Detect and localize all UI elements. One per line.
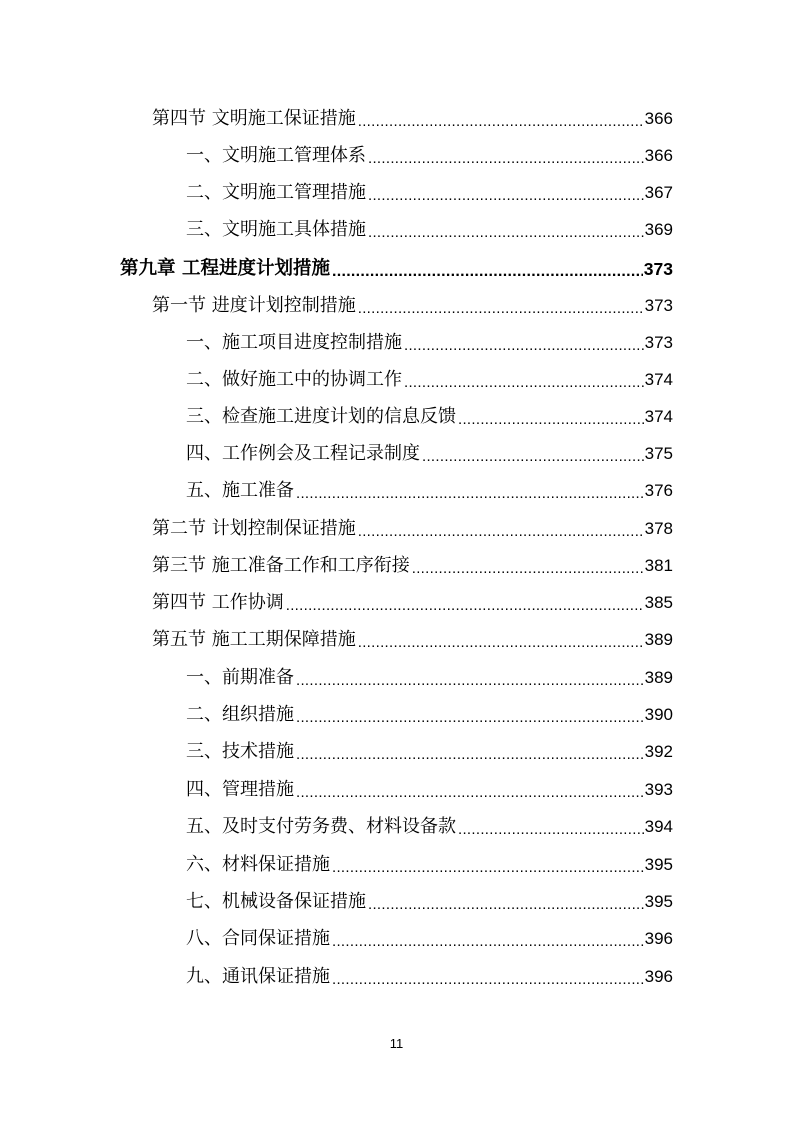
toc-entry-page: 396 [644,967,673,986]
toc-entry[interactable] [186,143,673,169]
toc-entry-page: 389 [644,668,673,687]
toc-entry[interactable] [152,516,673,542]
toc-leader-dots [422,441,644,467]
toc-entry[interactable] [186,665,673,691]
toc-entry-title: 第四节 文明施工保证措施 [152,108,356,129]
toc-entry-title: 三、文明施工具体措施 [186,219,366,240]
toc-leader-dots [404,330,644,356]
toc-entry[interactable] [186,702,673,728]
toc-leader-dots [412,553,644,579]
toc-entry-title: 三、检查施工进度计划的信息反馈 [186,406,456,427]
toc-entry-title: 第一节 进度计划控制措施 [152,295,356,316]
toc-leader-dots [368,143,644,169]
toc-entry[interactable] [186,852,673,878]
toc-entry[interactable] [186,330,673,356]
toc-entry[interactable] [186,217,673,243]
toc-entry-page: 394 [644,817,673,836]
toc-entry-page: 385 [644,593,673,612]
toc-entry-title: 二、组织措施 [186,704,294,725]
toc-entry-title: 二、做好施工中的协调工作 [186,369,402,390]
toc-entry[interactable] [186,404,673,430]
toc-entry-title: 一、文明施工管理体系 [186,145,366,166]
toc-entry[interactable] [186,926,673,952]
toc-entry-page: 366 [644,109,673,128]
toc-leader-dots [368,217,644,243]
toc-entry-title: 五、及时支付劳务费、材料设备款 [186,816,456,837]
toc-entry-title: 五、施工准备 [186,480,294,501]
toc-entry-page: 395 [644,892,673,911]
toc-leader-dots [332,256,643,282]
toc-leader-dots [358,627,644,653]
toc-leader-dots [368,180,644,206]
toc-entry[interactable] [152,627,673,653]
toc-entry-page: 375 [644,444,673,463]
toc-entry[interactable] [186,441,673,467]
toc-entry[interactable] [152,293,673,319]
toc-entry-page: 378 [644,519,673,538]
toc-entry-page: 367 [644,183,673,202]
toc-entry-page: 374 [644,370,673,389]
toc-leader-dots [358,106,644,132]
toc-leader-dots [458,814,644,840]
toc-entry-title: 八、合同保证措施 [186,928,330,949]
toc-entry-page: 366 [644,146,673,165]
toc-entry[interactable] [186,739,673,765]
toc-entry-page: 396 [644,929,673,948]
toc-entry[interactable] [186,964,673,990]
toc-entry-title: 第四节 工作协调 [152,592,284,613]
toc-entry-page: 392 [644,742,673,761]
toc-entry-page: 381 [644,556,673,575]
toc-leader-dots [458,404,644,430]
toc-entry[interactable] [186,889,673,915]
toc-entry-page: 376 [644,481,673,500]
toc-leader-dots [358,516,644,542]
toc-entry[interactable] [186,180,673,206]
toc-entry[interactable] [186,777,673,803]
toc-entry-page: 390 [644,705,673,724]
toc-entry[interactable] [152,106,673,132]
toc-entry-title: 一、前期准备 [186,667,294,688]
page-number: 11 [389,1036,404,1051]
toc-entry-title: 第三节 施工准备工作和工序衔接 [152,555,410,576]
toc-leader-dots [296,739,644,765]
toc-entry-page: 373 [643,259,673,279]
toc-leader-dots [286,590,644,616]
toc-entry-title: 四、工作例会及工程记录制度 [186,443,420,464]
toc-entry-title: 第五节 施工工期保障措施 [152,629,356,650]
toc-leader-dots [332,926,644,952]
toc-entry-page: 369 [644,220,673,239]
toc-entry[interactable] [186,814,673,840]
toc-leader-dots [332,852,644,878]
toc-entry-title: 四、管理措施 [186,779,294,800]
toc-leader-dots [404,367,644,393]
toc-entry-title: 六、材料保证措施 [186,854,330,875]
toc-entry[interactable] [152,553,673,579]
toc-chapter-entry[interactable] [120,256,673,282]
toc-entry-title: 第二节 计划控制保证措施 [152,518,356,539]
toc-leader-dots [332,964,644,990]
toc-entry-page: 373 [644,333,673,352]
toc-entry-page: 395 [644,855,673,874]
toc-leader-dots [296,777,644,803]
toc-leader-dots [296,665,644,691]
toc-entry[interactable] [186,367,673,393]
toc-entry-title: 二、文明施工管理措施 [186,182,366,203]
toc-entry-page: 374 [644,407,673,426]
toc-entry-title: 三、技术措施 [186,741,294,762]
toc-leader-dots [296,702,644,728]
toc-entry-title: 一、施工项目进度控制措施 [186,332,402,353]
toc-entry-page: 393 [644,780,673,799]
toc-leader-dots [368,889,644,915]
toc-entry[interactable] [152,590,673,616]
toc-entry-page: 389 [644,630,673,649]
toc-entry-title: 九、通讯保证措施 [186,966,330,987]
toc-leader-dots [296,478,644,504]
toc-entry-title: 第九章 工程进度计划措施 [120,258,330,279]
toc-leader-dots [358,293,644,319]
toc-entry[interactable] [186,478,673,504]
toc-entry-page: 373 [644,296,673,315]
toc-entry-title: 七、机械设备保证措施 [186,891,366,912]
